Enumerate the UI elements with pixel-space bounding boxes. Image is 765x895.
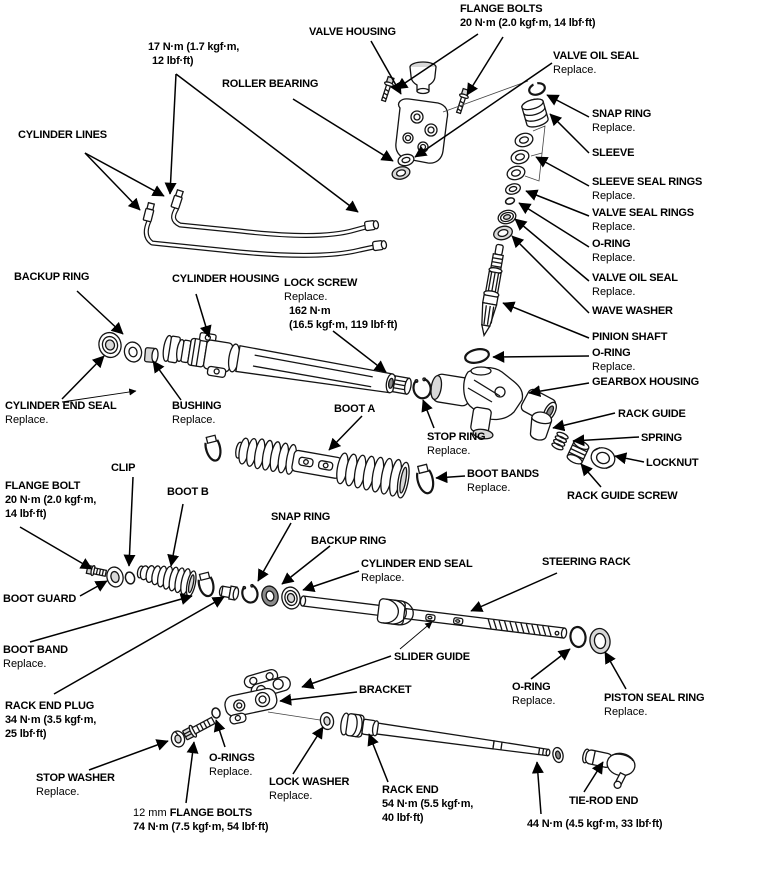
label-flange-bolt-2: FLANGE BOLT 20 N·m (2.0 kgf·m, 14 lbf·ft): [5, 480, 97, 520]
wave-washer-part: [492, 224, 514, 242]
boot-guard-part: [105, 565, 125, 588]
label-o-ring-3: O-RING Replace.: [512, 681, 556, 707]
label-backup-ring-1: BACKUP RING: [14, 271, 90, 283]
label-tie-rod-end: TIE-ROD END: [569, 795, 639, 807]
tie-rod-end-part: [578, 746, 637, 792]
label-torque-17nm: 17 N·m (1.7 kgf·m, 12 lbf·ft): [148, 41, 240, 67]
label-o-ring-1: O-RING Replace.: [592, 238, 636, 264]
pinion-shaft-part: [477, 243, 508, 336]
label-rack-guide-screw: RACK GUIDE SCREW: [567, 490, 678, 502]
label-steering-rack: STEERING RACK: [542, 556, 631, 568]
cylinder-lines-part: [143, 189, 387, 255]
flange-bolt-part-b: [454, 88, 470, 114]
label-roller-bearing: ROLLER BEARING: [222, 78, 319, 90]
piston-seal-ring-part: [588, 627, 611, 655]
cylinder-end-seal-part-2: [280, 585, 303, 611]
valve-oil-seal-part-top: [391, 165, 411, 181]
stop-ring-part: [412, 377, 433, 400]
label-cylinder-end-seal-1: CYLINDER END SEAL Replace.: [5, 400, 117, 426]
label-sleeve-seal-rings: SLEEVE SEAL RINGS Replace.: [592, 176, 703, 202]
label-flange-bolts-12mm: 12 mm FLANGE BOLTS 74 N·m (7.5 kgf·m, 54 lbf·ft): [133, 807, 269, 833]
backup-ring-part-1: [122, 340, 143, 364]
backup-ring-part-2: [260, 584, 280, 607]
label-backup-ring-2: BACKUP RING: [311, 535, 387, 547]
bushing-part: [144, 348, 158, 363]
sleeve-part: [521, 97, 550, 129]
label-gearbox-housing: GEARBOX HOUSING: [592, 376, 700, 388]
label-valve-seal-rings: VALVE SEAL RINGS Replace.: [592, 207, 694, 233]
label-flange-bolts-top: FLANGE BOLTS 20 N·m (2.0 kgf·m, 14 lbf·ft): [460, 3, 596, 29]
label-boot-band-2: BOOT BAND Replace.: [3, 644, 68, 670]
label-lock-screw: LOCK SCREW Replace. 162 N·m (16.5 kgf·m, 119 lbf·ft): [284, 277, 398, 331]
label-bushing: BUSHING Replace.: [172, 400, 222, 426]
label-rack-end-plug: RACK END PLUG 34 N·m (3.5 kgf·m, 25 lbf·ft): [5, 700, 97, 740]
snap-ring-part-2: [241, 584, 260, 604]
label-stop-washer: STOP WASHER Replace.: [36, 772, 115, 798]
label-cylinder-end-seal-2: CYLINDER END SEAL Replace.: [361, 558, 473, 584]
label-slider-guide: SLIDER GUIDE: [394, 651, 470, 663]
label-boot-a: BOOT A: [334, 403, 376, 415]
steering-rack-part: [299, 589, 568, 645]
label-lock-washer: LOCK WASHER Replace.: [269, 776, 350, 802]
label-boot-bands: BOOT BANDS Replace.: [467, 468, 539, 494]
label-cylinder-housing: CYLINDER HOUSING: [172, 273, 280, 285]
label-valve-oil-seal-top: VALVE OIL SEAL Replace.: [553, 50, 639, 76]
locknut-part: [588, 445, 617, 471]
o-ring-part-1: [505, 197, 515, 205]
label-stop-ring: STOP RING Replace.: [427, 431, 486, 457]
label-o-ring-2: O-RING Replace.: [592, 347, 636, 373]
label-wave-washer: WAVE WASHER: [592, 305, 673, 317]
tie-rod-washer-part: [552, 747, 565, 764]
rack-o-ring-part: [569, 626, 587, 648]
o-rings-part: [211, 707, 221, 719]
boot-band-part-right: [414, 464, 435, 495]
flange-bolt-part-2: [86, 564, 107, 578]
spring-part: [551, 431, 569, 451]
label-cylinder-lines: CYLINDER LINES: [18, 129, 107, 141]
label-valve-oil-seal-2: VALVE OIL SEAL Replace.: [592, 272, 678, 298]
flange-bolt-12mm-part: [182, 715, 216, 742]
label-sleeve: SLEEVE: [592, 147, 635, 159]
label-piston-seal-ring: PISTON SEAL RING Replace.: [604, 692, 705, 718]
label-boot-b: BOOT B: [167, 486, 209, 498]
cylinder-housing-part: [161, 327, 399, 404]
label-rack-guide: RACK GUIDE: [618, 408, 686, 420]
label-bracket: BRACKET: [359, 684, 412, 696]
snap-ring-part-top: [527, 79, 546, 96]
label-snap-ring-top: SNAP RING Replace.: [592, 108, 652, 134]
clip-part: [124, 571, 136, 585]
boot-b-part: [135, 559, 198, 598]
label-clip: CLIP: [111, 462, 136, 474]
label-rack-end: RACK END 54 N·m (5.5 kgf·m, 40 lbf·ft): [382, 784, 474, 824]
label-snap-ring-2: SNAP RING: [271, 511, 331, 523]
valve-oil-seal-part-2: [497, 208, 518, 225]
lock-screw-part: [393, 376, 413, 395]
boot-band-part-b: [197, 572, 216, 598]
rack-guide-screw-part: [566, 438, 590, 466]
bracket-part: [223, 687, 280, 725]
pinion-o-ring-part: [464, 347, 490, 365]
label-o-rings: O-RINGS Replace.: [209, 752, 255, 778]
label-locknut: LOCKNUT: [646, 457, 699, 469]
label-valve-housing: VALVE HOUSING: [309, 26, 396, 38]
label-torque-44nm: 44 N·m (4.5 kgf·m, 33 lbf·ft): [527, 818, 663, 830]
label-boot-guard: BOOT GUARD: [3, 593, 77, 605]
label-spring: SPRING: [641, 432, 682, 444]
valve-seal-ring-part: [504, 182, 521, 196]
boot-band-part-left: [203, 435, 223, 462]
label-pinion-shaft: PINION SHAFT: [592, 331, 668, 343]
cylinder-end-seal-part-1: [96, 330, 123, 360]
boot-a-part: [233, 431, 412, 498]
lock-washer-part: [319, 712, 335, 731]
